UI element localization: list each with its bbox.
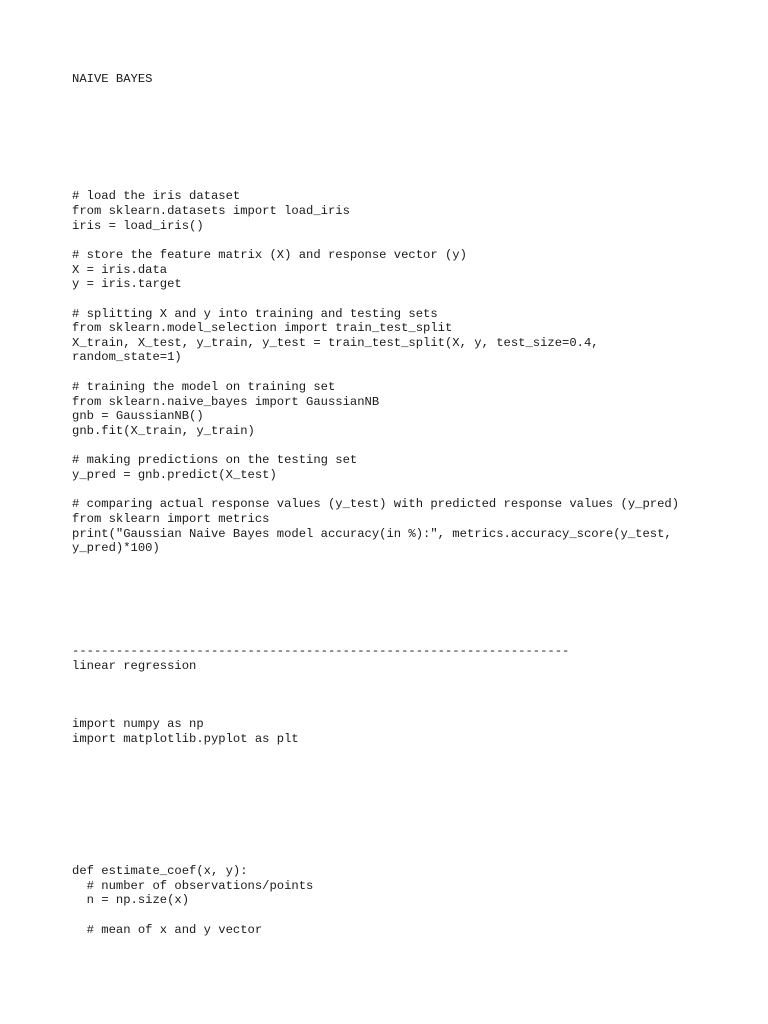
code-line: # making predictions on the testing set bbox=[72, 453, 358, 467]
code-line: X_train, X_test, y_train, y_test = train_test_split(X, y, test_size=0.4, bbox=[72, 336, 599, 350]
code-line: # training the model on training set bbox=[72, 380, 336, 394]
code-line: from sklearn.datasets import load_iris bbox=[72, 204, 350, 218]
code-line: import matplotlib.pyplot as plt bbox=[72, 732, 299, 746]
code-line: X = iris.data bbox=[72, 263, 168, 277]
section-title: linear regression bbox=[72, 659, 197, 673]
code-line: # splitting X and y into training and testing sets bbox=[72, 307, 438, 321]
code-line: gnb.fit(X_train, y_train) bbox=[72, 424, 255, 438]
code-line: import numpy as np bbox=[72, 717, 204, 731]
code-line: from sklearn.model_selection import train_test_split bbox=[72, 321, 453, 335]
code-line: # number of observations/points bbox=[72, 879, 314, 893]
code-line: iris = load_iris() bbox=[72, 219, 204, 233]
code-line: y_pred)*100) bbox=[72, 541, 160, 555]
code-line: # comparing actual response values (y_test) with predicted response values (y_pred) bbox=[72, 497, 680, 511]
code-line: y = iris.target bbox=[72, 277, 182, 291]
code-line: random_state=1) bbox=[72, 350, 182, 364]
code-line: from sklearn.naive_bayes import GaussianNB bbox=[72, 395, 380, 409]
code-line: gnb = GaussianNB() bbox=[72, 409, 204, 423]
code-line: n = np.size(x) bbox=[72, 893, 190, 907]
code-line: print("Gaussian Naive Bayes model accuracy(in %):", metrics.accuracy_score(y_test, bbox=[72, 527, 672, 541]
document-heading: NAIVE BAYES bbox=[72, 72, 153, 86]
section-separator: -------------------------------------------------------------------- bbox=[72, 644, 570, 658]
code-line: from sklearn import metrics bbox=[72, 512, 270, 526]
code-line: # mean of x and y vector bbox=[72, 923, 263, 937]
code-line: # load the iris dataset bbox=[72, 189, 241, 203]
code-line: y_pred = gnb.predict(X_test) bbox=[72, 468, 277, 482]
code-line: # store the feature matrix (X) and response vector (y) bbox=[72, 248, 467, 262]
code-line: def estimate_coef(x, y): bbox=[72, 864, 248, 878]
